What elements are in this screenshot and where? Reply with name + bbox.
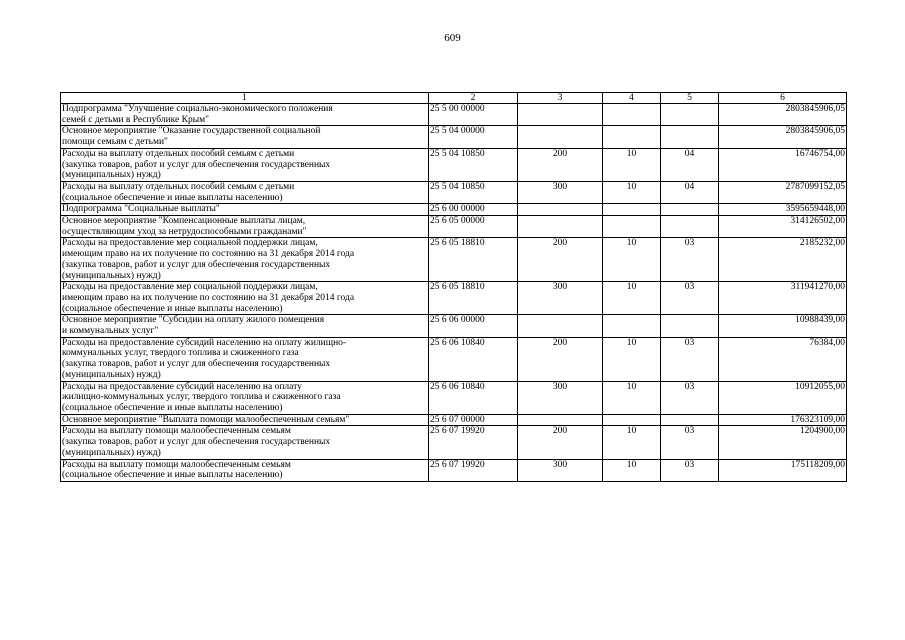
cell-c4: 10 xyxy=(603,459,661,481)
cell-c5: 03 xyxy=(661,426,719,459)
cell-c4: 10 xyxy=(603,238,661,282)
cell-c6: 3595659448,00 xyxy=(719,204,847,216)
cell-c1: Основное мероприятие "Выплата помощи малообеспеченным семьям" xyxy=(61,414,429,426)
table-row xyxy=(61,414,847,426)
cell-c4: 10 xyxy=(603,181,661,203)
table-row xyxy=(61,381,847,414)
cell-c2: 25 6 07 19920 xyxy=(429,459,518,481)
table-row xyxy=(61,459,847,481)
cell-c5: 03 xyxy=(661,337,719,381)
cell-c4 xyxy=(603,315,661,337)
cell-c2: 25 6 06 10840 xyxy=(429,381,518,414)
cell-c1: Расходы на предоставление субсидий населению на оплату жилищно- коммунальных услуг, твердого топлива и сжиженного газа (закупка товаров, работ и услуг для обеспечения государственных (муниципальных) нужд) xyxy=(61,337,429,381)
cell-c3: 200 xyxy=(518,148,603,181)
cell-c4 xyxy=(603,414,661,426)
table-row xyxy=(61,238,847,282)
cell-c4: 10 xyxy=(603,337,661,381)
table-row xyxy=(61,181,847,203)
cell-c1: Расходы на выплату отдельных пособий семьям с детьми (закупка товаров, работ и услуг для обеспечения государственных (муниципальных) нужд) xyxy=(61,148,429,181)
cell-c4 xyxy=(603,104,661,126)
cell-c5 xyxy=(661,216,719,238)
cell-c3: 300 xyxy=(518,282,603,315)
table-row xyxy=(61,216,847,238)
cell-c6: 10988439,00 xyxy=(719,315,847,337)
cell-c1: Расходы на предоставление субсидий населению на оплату жилищно-коммунальных услуг, твердого топлива и сжиженного газа (социальное обеспечение и иные выплаты населению) xyxy=(61,381,429,414)
cell-c5: 03 xyxy=(661,282,719,315)
cell-c3 xyxy=(518,315,603,337)
col-header-4: 4 xyxy=(603,93,661,104)
table-row xyxy=(61,315,847,337)
cell-c6: 2185232,00 xyxy=(719,238,847,282)
cell-c5 xyxy=(661,315,719,337)
cell-c3 xyxy=(518,104,603,126)
cell-c1: Расходы на предоставление мер социальной поддержки лицам, имеющим право на их получение по состоянию на 31 декабря 2014 года (закупка товаров, работ и услуг для обеспечения государственных (муниципальных) нужд) xyxy=(61,238,429,282)
cell-c5: 04 xyxy=(661,181,719,203)
table-row xyxy=(61,104,847,126)
col-header-3: 3 xyxy=(518,93,603,104)
cell-c2: 25 5 04 10850 xyxy=(429,181,518,203)
table-row xyxy=(61,204,847,216)
cell-c1: Подпрограмма "Социальные выплаты" xyxy=(61,204,429,216)
cell-c5: 03 xyxy=(661,238,719,282)
table-row xyxy=(61,282,847,315)
cell-c5 xyxy=(661,204,719,216)
cell-c2: 25 6 06 10840 xyxy=(429,337,518,381)
cell-c2: 25 6 07 19920 xyxy=(429,426,518,459)
cell-c1: Расходы на выплату помощи малообеспеченным семьям (социальное обеспечение и иные выплаты населению) xyxy=(61,459,429,481)
cell-c6: 2787099152,05 xyxy=(719,181,847,203)
cell-c6: 10912055,00 xyxy=(719,381,847,414)
cell-c1: Расходы на выплату отдельных пособий семьям с детьми (социальное обеспечение и иные выплаты населению) xyxy=(61,181,429,203)
page-number: 609 xyxy=(444,32,461,44)
cell-c3 xyxy=(518,216,603,238)
cell-c2: 25 5 04 00000 xyxy=(429,126,518,148)
cell-c3: 200 xyxy=(518,238,603,282)
cell-c5: 04 xyxy=(661,148,719,181)
table-row xyxy=(61,126,847,148)
budget-table xyxy=(60,92,847,482)
cell-c6: 2803845906,05 xyxy=(719,126,847,148)
cell-c3 xyxy=(518,126,603,148)
cell-c1: Основное мероприятие "Субсидии на оплату жилого помещения и коммунальных услуг" xyxy=(61,315,429,337)
cell-c3: 200 xyxy=(518,426,603,459)
table-row xyxy=(61,426,847,459)
col-header-5: 5 xyxy=(661,93,719,104)
cell-c6: 311941270,00 xyxy=(719,282,847,315)
cell-c2: 25 6 07 00000 xyxy=(429,414,518,426)
cell-c5 xyxy=(661,104,719,126)
cell-c6: 314126502,00 xyxy=(719,216,847,238)
table-row xyxy=(61,148,847,181)
cell-c2: 25 6 00 00000 xyxy=(429,204,518,216)
cell-c3: 200 xyxy=(518,337,603,381)
cell-c1: Расходы на выплату помощи малообеспеченным семьям (закупка товаров, работ и услуг для обеспечения государственных (муниципальных) нужд) xyxy=(61,426,429,459)
cell-c1: Основное мероприятие "Оказание государственной социальной помощи семьям с детьми" xyxy=(61,126,429,148)
cell-c1: Расходы на предоставление мер социальной поддержки лицам, имеющим право на их получение по состоянию на 31 декабря 2014 года (социальное обеспечение и иные выплаты населению) xyxy=(61,282,429,315)
cell-c4: 10 xyxy=(603,148,661,181)
cell-c4: 10 xyxy=(603,426,661,459)
cell-c4: 10 xyxy=(603,282,661,315)
cell-c4: 10 xyxy=(603,381,661,414)
cell-c3: 300 xyxy=(518,381,603,414)
cell-c1: Основное мероприятие "Компенсационные выплаты лицам, осуществляющим уход за нетрудоспособными гражданами" xyxy=(61,216,429,238)
cell-c6: 16746754,00 xyxy=(719,148,847,181)
cell-c4 xyxy=(603,126,661,148)
col-header-1: 1 xyxy=(61,93,429,104)
col-header-2: 2 xyxy=(429,93,518,104)
cell-c5 xyxy=(661,414,719,426)
cell-c3: 300 xyxy=(518,459,603,481)
cell-c6: 76384,00 xyxy=(719,337,847,381)
header-row xyxy=(61,93,847,104)
cell-c3 xyxy=(518,414,603,426)
cell-c4 xyxy=(603,204,661,216)
cell-c2: 25 6 05 18810 xyxy=(429,238,518,282)
cell-c5: 03 xyxy=(661,381,719,414)
cell-c6: 176323109,00 xyxy=(719,414,847,426)
cell-c2: 25 6 05 00000 xyxy=(429,216,518,238)
table-row xyxy=(61,337,847,381)
cell-c5 xyxy=(661,126,719,148)
cell-c6: 2803845906,05 xyxy=(719,104,847,126)
col-header-6: 6 xyxy=(719,93,847,104)
cell-c2: 25 6 06 00000 xyxy=(429,315,518,337)
cell-c3: 300 xyxy=(518,181,603,203)
cell-c2: 25 6 05 18810 xyxy=(429,282,518,315)
cell-c2: 25 5 04 10850 xyxy=(429,148,518,181)
cell-c6: 175118209,00 xyxy=(719,459,847,481)
cell-c2: 25 5 00 00000 xyxy=(429,104,518,126)
cell-c1: Подпрограмма "Улучшение социально-экономического положения семей с детьми в Республике Крым" xyxy=(61,104,429,126)
cell-c5: 03 xyxy=(661,459,719,481)
cell-c6: 1204900,00 xyxy=(719,426,847,459)
cell-c3 xyxy=(518,204,603,216)
cell-c4 xyxy=(603,216,661,238)
